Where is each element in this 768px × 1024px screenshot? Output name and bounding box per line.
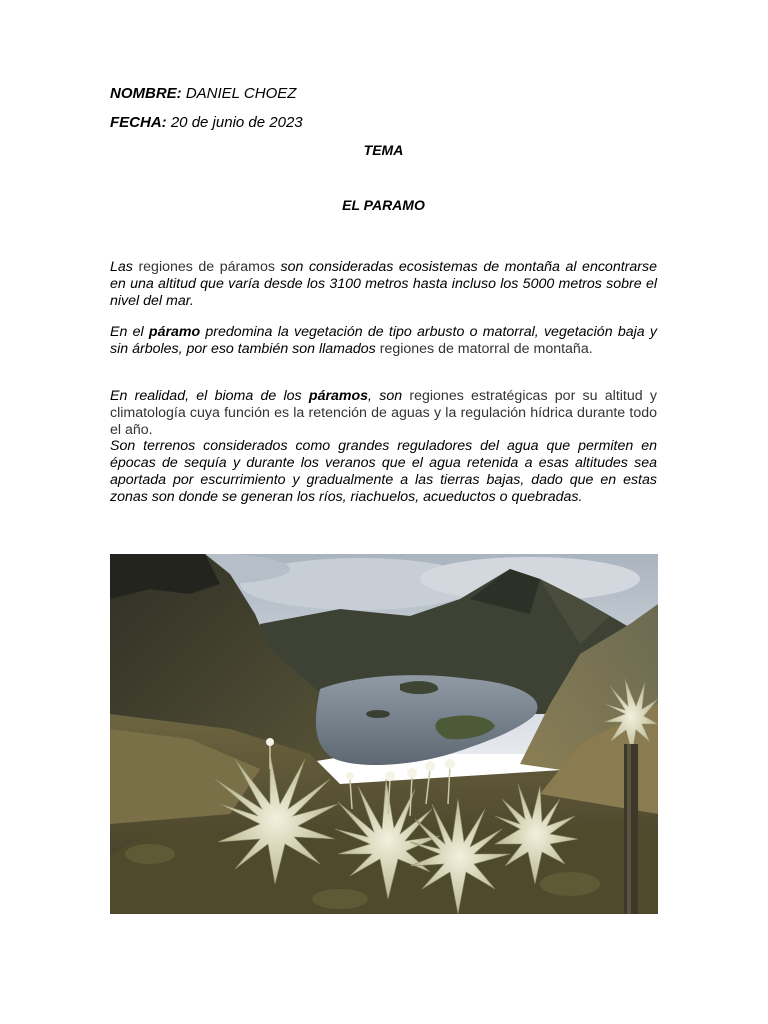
document-title: EL PARAMO	[342, 197, 425, 213]
p1-start: Las	[110, 259, 139, 275]
paragraph-4: Son terrenos considerados como grandes reguladores del agua que permiten en épocas de sequía y durante los veranos que el agua retenida a esas altitudes sea aportada por escurrimiento y gradualmente a las tierras bajas, dado que en estas zonas son donde se generan los ríos, riachuelos, acueductos o quebradas.	[110, 438, 657, 505]
p1-rest: son consideradas ecosistemas de montaña al encontrarse en una altitud que varía desde los 3100 metros hasta incluso los 5000 metros sobre el nivel del mar.	[110, 259, 657, 309]
p3-bold: páramos	[308, 388, 369, 404]
p3-plain: regiones estratégicas por su altitud y climatología cuya función es la retención de aguas y la regulación hídrica durante todo el año.	[110, 388, 657, 438]
p2-bold: páramo	[148, 324, 201, 340]
paramo-landscape-photo	[110, 554, 658, 914]
name-label: NOMBRE:	[110, 85, 182, 102]
p2-start: En el	[110, 324, 149, 340]
p3-middle: , son	[368, 388, 410, 404]
p3-start: En realidad, el bioma de los	[110, 388, 309, 404]
date-label: FECHA:	[110, 114, 167, 131]
paragraph-1	[110, 259, 657, 310]
p2-plain: regiones de matorral de montaña.	[379, 341, 593, 357]
name-line	[110, 85, 296, 103]
p1-highlight: regiones de páramos	[138, 259, 275, 275]
paragraph-2	[110, 324, 657, 358]
date-line	[110, 114, 303, 132]
tema-heading: TEMA	[363, 142, 404, 158]
name-value: DANIEL CHOEZ	[185, 85, 297, 102]
paragraph-3	[110, 388, 657, 439]
date-value: 20 de junio de 2023	[170, 114, 303, 131]
p2-middle: predomina la vegetación de tipo arbusto o matorral, vegetación baja y sin árboles, por eso también son llamados	[110, 324, 657, 357]
